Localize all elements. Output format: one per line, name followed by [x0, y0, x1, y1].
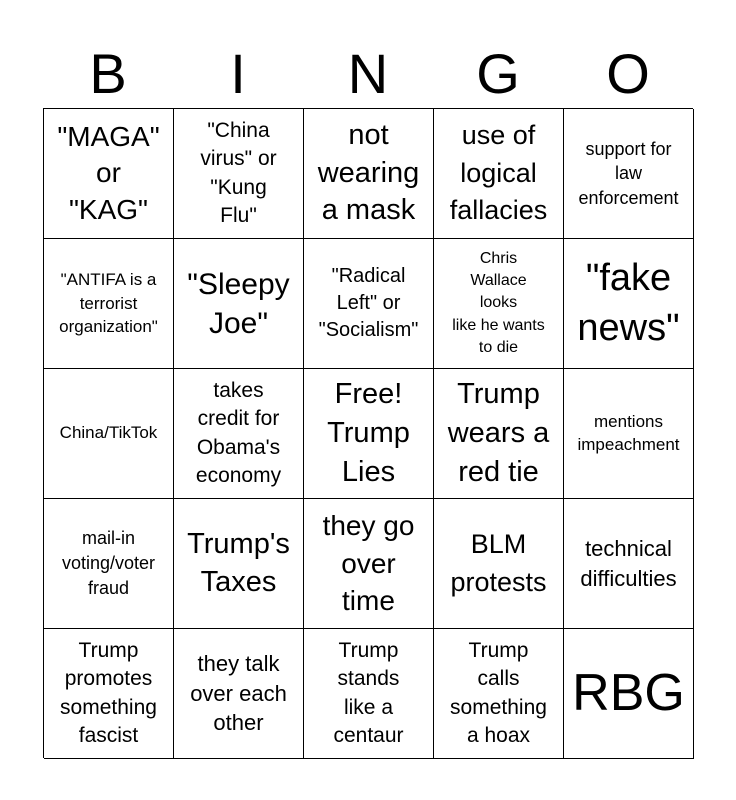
bingo-cell[interactable]: "Sleepy Joe": [174, 239, 304, 369]
bingo-cell-center[interactable]: Free! Trump Lies: [304, 369, 434, 499]
bingo-cell[interactable]: "ANTIFA is a terrorist organization": [44, 239, 174, 369]
bingo-cell[interactable]: "Radical Left" or "Socialism": [304, 239, 434, 369]
bingo-cell[interactable]: support for law enforcement: [564, 109, 694, 239]
header-letter-n: N: [347, 42, 389, 105]
bingo-header: [43, 40, 693, 108]
bingo-grid: [43, 108, 693, 758]
bingo-cell[interactable]: "MAGA" or "KAG": [44, 109, 174, 239]
bingo-cell[interactable]: Trump promotes something fascist: [44, 629, 174, 759]
bingo-cell[interactable]: mentions impeachment: [564, 369, 694, 499]
header-letter-i: I: [230, 42, 246, 105]
bingo-cell[interactable]: Chris Wallace looks like he wants to die: [434, 239, 564, 369]
header-letter-b: B: [89, 42, 127, 105]
bingo-cell[interactable]: "China virus" or "Kung Flu": [174, 109, 304, 239]
bingo-cell[interactable]: mail-in voting/voter fraud: [44, 499, 174, 629]
bingo-cell[interactable]: Trump wears a red tie: [434, 369, 564, 499]
bingo-cell[interactable]: takes credit for Obama's economy: [174, 369, 304, 499]
bingo-cell[interactable]: they go over time: [304, 499, 434, 629]
bingo-cell[interactable]: not wearing a mask: [304, 109, 434, 239]
bingo-cell[interactable]: BLM protests: [434, 499, 564, 629]
bingo-cell[interactable]: they talk over each other: [174, 629, 304, 759]
header-letter-o: O: [606, 42, 650, 105]
bingo-cell[interactable]: use of logical fallacies: [434, 109, 564, 239]
bingo-cell[interactable]: technical difficulties: [564, 499, 694, 629]
bingo-cell[interactable]: RBG: [564, 629, 694, 759]
bingo-cell[interactable]: Trump calls something a hoax: [434, 629, 564, 759]
bingo-cell[interactable]: Trump's Taxes: [174, 499, 304, 629]
bingo-cell[interactable]: Trump stands like a centaur: [304, 629, 434, 759]
header-letter-g: G: [476, 42, 520, 105]
bingo-cell[interactable]: China/TikTok: [44, 369, 174, 499]
bingo-cell[interactable]: "fake news": [564, 239, 694, 369]
